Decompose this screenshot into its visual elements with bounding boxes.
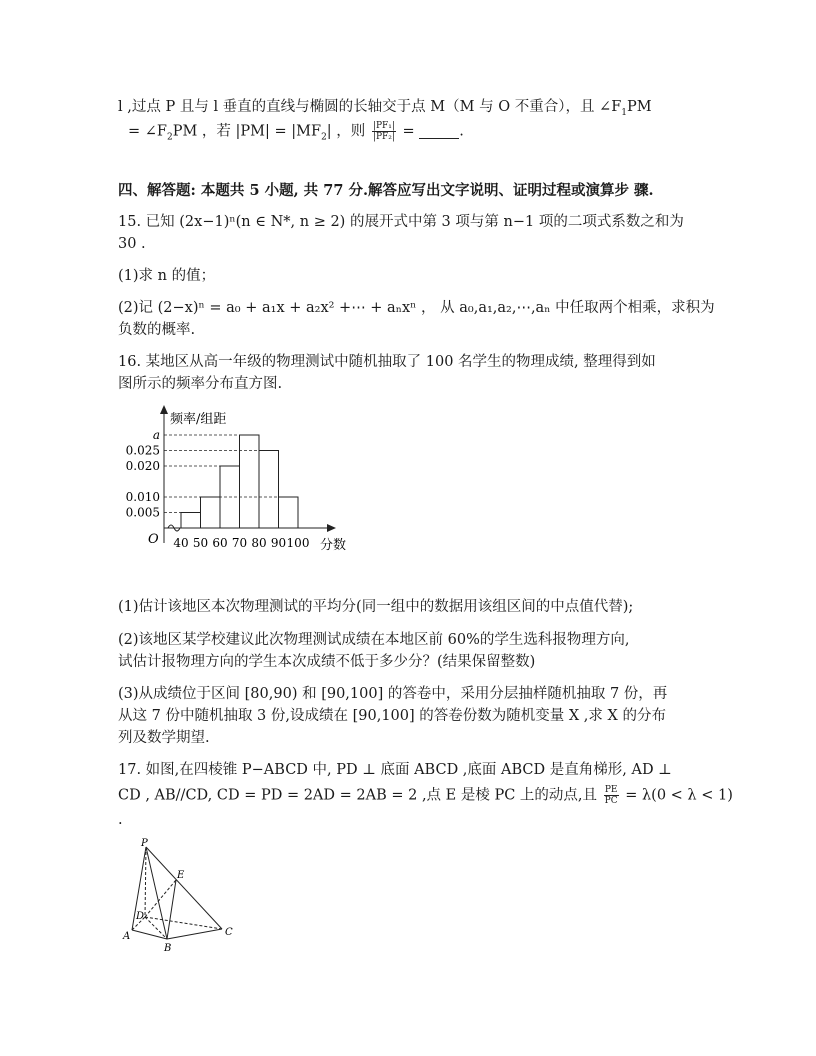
q15-line-2: 30 . — [118, 236, 146, 252]
x-tick-label: 40 — [173, 536, 189, 550]
section-title: 四、解答题: 本题共 5 小题, 共 77 分.解答应写出文字说明、证明过程或演算步 骤. — [118, 182, 654, 199]
q15-part-1: (1)求 n 的值； — [118, 268, 216, 284]
y-axis-label: 频率/组距 — [170, 412, 227, 427]
x-tick-label: 50 — [192, 536, 209, 550]
y-tick-label: 0.020 — [125, 459, 160, 473]
q16-part-3c: 列及数学期望. — [118, 730, 210, 746]
header-text-2d: = — [402, 123, 415, 140]
fraction-denominator: |PF₂| — [372, 132, 395, 142]
pe-pc-fraction — [604, 785, 619, 806]
subscript: 1 — [621, 107, 628, 118]
origin-label: O — [148, 532, 159, 547]
x-tick-label: 100 — [286, 536, 310, 550]
q17-text-2a: CD , AB//CD, CD = PD = 2AD = 2AB = 2 ,点 E 是棱 PC 上的动点,且 — [118, 787, 598, 804]
q17-text-2b: = λ(0 < λ < 1) — [625, 787, 733, 804]
histogram-bar — [181, 513, 201, 529]
histogram-bar — [279, 497, 299, 528]
q16-part-2b: 试估计报物理方向的学生本次成绩不低于多少分？(结果保留整数) — [118, 654, 536, 670]
x-tick-label: 90 — [270, 536, 287, 550]
y-tick-label: 0.005 — [125, 505, 160, 520]
edge-PC — [146, 847, 222, 929]
label-E: E — [177, 870, 185, 881]
x-axis-label: 分数 — [320, 538, 347, 553]
q16-part-3a: (3)从成绩位于区间 [80,90) 和 [90,100] 的答卷中，采用分层抽样随机抽取 7 份，再 — [118, 686, 668, 702]
x-tick-label: 70 — [231, 536, 248, 550]
q15-line-1: 15. 已知 (2x−1)ⁿ(n ∈ N*, n ≥ 2) 的展开式中第 3 项与第 n−1 项的二项式系数之和为 — [118, 214, 684, 230]
q16-part-2a: (2)该地区某学校建议此次物理测试成绩在本地区前 60%的学生选科报物理方向, — [118, 632, 630, 648]
label-C: C — [225, 927, 233, 938]
header-text-2b: PM ，若 |PM| = |MF — [172, 123, 322, 140]
q15-part-2: (2)记 (2−x)ⁿ = a₀ + a₁x + a₂x² +⋯ + aₙxⁿ ， 从 a₀,a₁,a₂,⋯,aₙ 中任取两个相乘，求积为 — [118, 300, 715, 316]
header-line-1 — [118, 97, 652, 123]
subscript: 2 — [166, 132, 173, 143]
ratio-fraction — [372, 121, 396, 142]
edge-BC — [167, 929, 222, 939]
histogram-bar — [240, 435, 260, 528]
x-tick-label: 60 — [212, 536, 228, 550]
y-tick-label: 0.010 — [125, 490, 160, 504]
q17-line-1: 17. 如图,在四棱锥 P−ABCD 中, PD ⊥ 底面 ABCD ,底面 ABCD 是直角梯形, AD ⊥ — [118, 762, 672, 778]
fraction-numerator: |PF₁| — [372, 121, 395, 131]
edge-DC — [145, 917, 222, 929]
frequency-histogram — [118, 400, 378, 560]
q16-part-1: (1)估计该地区本次物理测试的平均分(同一组中的数据用该组区间的中点值代替); — [118, 599, 634, 615]
histogram-bar — [201, 497, 221, 528]
answer-blank — [419, 124, 459, 139]
y-axis-arrow — [160, 405, 168, 414]
subscript: 2 — [321, 132, 327, 143]
x-tick-label: 80 — [251, 536, 267, 550]
edge-PB — [146, 847, 167, 939]
q17-line-2 — [118, 785, 733, 806]
y-tick-label: 0.025 — [125, 443, 160, 458]
fraction-numerator: PE — [604, 785, 618, 795]
header-text-1: l ,过点 P 且与 l 垂直的直线与椭圆的长轴交于点 M（M 与 O 不重合），且 ∠F — [118, 99, 622, 115]
label-B: B — [164, 943, 172, 954]
pyramid-figure — [118, 835, 248, 960]
x-axis-arrow — [327, 524, 336, 532]
header-text-1-end: PM — [627, 99, 652, 115]
label-P: P — [141, 838, 148, 849]
y-tick-label: a — [152, 428, 160, 442]
histogram-bar — [259, 451, 279, 529]
edge-PD — [145, 847, 146, 917]
header-text-2e: . — [459, 123, 464, 140]
q15-part-2b: 负数的概率. — [118, 322, 196, 338]
label-A: A — [123, 931, 131, 942]
fraction-denominator: PC — [604, 796, 618, 806]
q16-line-1: 16. 某地区从高一年级的物理测试中随机抽取了 100 名学生的物理成绩, 整理得到如 — [118, 354, 656, 370]
header-line-2 — [128, 121, 464, 147]
header-text-2a: = ∠F — [128, 123, 167, 140]
label-D: D — [136, 911, 145, 922]
edge-AB — [132, 930, 167, 939]
q16-part-3b: 从这 7 份中随机抽取 3 份,设成绩在 [90,100] 的答卷份数为随机变量 X ,求 X 的分布 — [118, 708, 666, 724]
q17-line-3: . — [118, 812, 123, 828]
header-text-2c: | ，则 — [326, 123, 366, 140]
q16-line-2: 图所示的频率分布直方图. — [118, 376, 283, 392]
